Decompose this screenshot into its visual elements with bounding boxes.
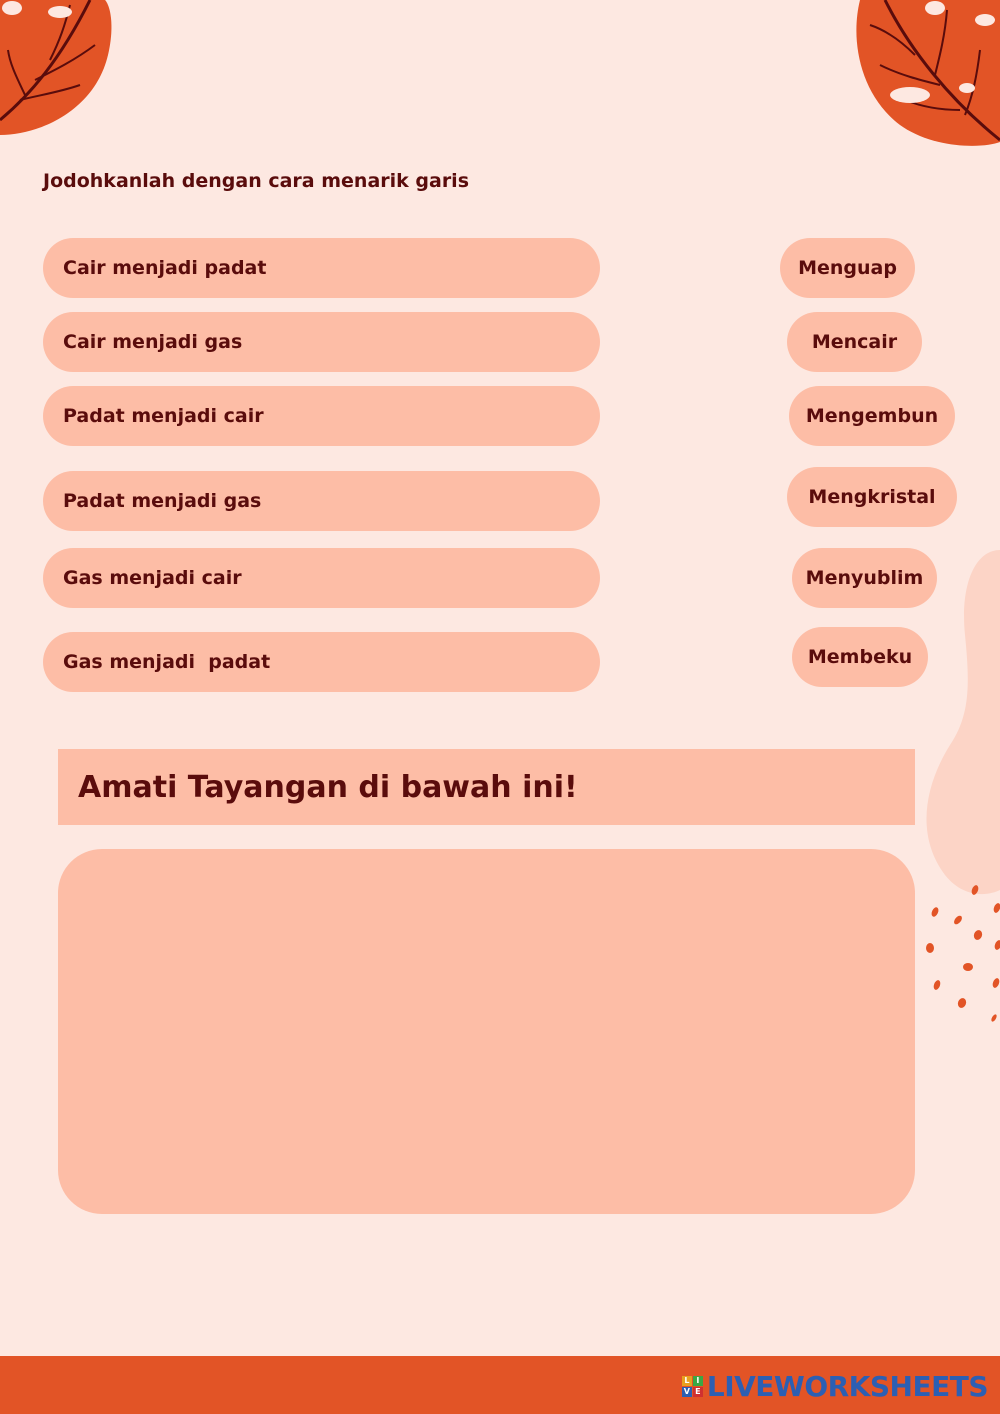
background-blob-shape: [920, 545, 1000, 900]
liveworksheets-brand[interactable]: [682, 1370, 988, 1403]
match-right-item-menyublim[interactable]: Menyublim: [792, 548, 937, 608]
leaf-decoration-top-right-icon: [855, 0, 1000, 150]
match-right-item-mengembun[interactable]: Mengembun: [789, 386, 955, 446]
match-left-item-1[interactable]: Cair menjadi padat: [43, 238, 600, 298]
section-title: Amati Tayangan di bawah ini!: [78, 769, 578, 805]
leaf-decoration-top-left-icon: [0, 0, 115, 140]
match-right-item-mencair[interactable]: Mencair: [787, 312, 922, 372]
match-left-item-3[interactable]: Padat menjadi cair: [43, 386, 600, 446]
match-left-item-6[interactable]: Gas menjadi padat: [43, 632, 600, 692]
match-right-item-membeku[interactable]: Membeku: [792, 627, 928, 687]
match-left-item-5[interactable]: Gas menjadi cair: [43, 548, 600, 608]
video-embed-placeholder[interactable]: [58, 849, 915, 1214]
match-right-item-menguap[interactable]: Menguap: [780, 238, 915, 298]
brand-name: LIVEWORKSHEETS: [706, 1370, 988, 1403]
liveworksheets-logo-icon: L I V E: [682, 1376, 703, 1397]
scattered-dots-decoration-icon: [920, 880, 1000, 1030]
instruction-text: Jodohkanlah dengan cara menarik garis: [43, 170, 470, 192]
footer-bar: [0, 1356, 1000, 1414]
match-left-item-2[interactable]: Cair menjadi gas: [43, 312, 600, 372]
section-header: [58, 749, 915, 825]
match-right-item-mengkristal[interactable]: Mengkristal: [787, 467, 957, 527]
match-left-item-4[interactable]: Padat menjadi gas: [43, 471, 600, 531]
